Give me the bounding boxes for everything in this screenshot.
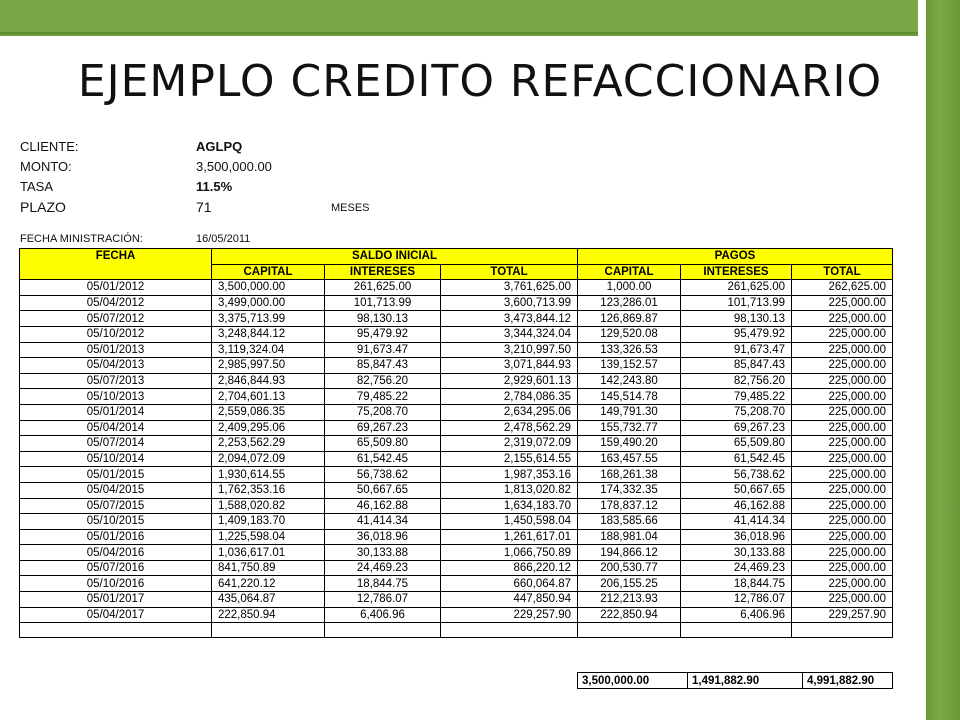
fecha-label: FECHA MINISTRACIÓN:: [20, 233, 143, 245]
row-pago-intereses: 261,625.00: [681, 280, 792, 296]
row-fecha: 05/01/2015: [20, 467, 212, 483]
row-saldo-total: 229,257.90: [441, 607, 578, 623]
row-saldo-total: 1,450,598.04: [441, 514, 578, 530]
row-pago-intereses: 50,667.65: [681, 482, 792, 498]
row-saldo-intereses: 69,267.23: [325, 420, 441, 436]
row-saldo-total: 3,600,713.99: [441, 295, 578, 311]
row-fecha: 05/04/2013: [20, 358, 212, 374]
table-row: [20, 482, 893, 498]
subheader-total: TOTAL: [441, 264, 578, 280]
row-pago-capital: 188,981.04: [578, 529, 681, 545]
row-saldo-total: 3,210,997.50: [441, 342, 578, 358]
row-pago-intereses: 95,479.92: [681, 326, 792, 342]
row-pago-total: 229,257.90: [792, 607, 893, 623]
row-saldo-capital: 2,094,072.09: [212, 451, 325, 467]
row-fecha: 05/07/2012: [20, 311, 212, 327]
row-saldo-capital: 2,846,844.93: [212, 373, 325, 389]
right-green-bar: [926, 0, 960, 720]
blank-cell: [441, 623, 578, 638]
row-fecha: 05/04/2016: [20, 545, 212, 561]
row-saldo-intereses: 98,130.13: [325, 311, 441, 327]
row-pago-total: 225,000.00: [792, 592, 893, 608]
row-pago-intereses: 6,406.96: [681, 607, 792, 623]
header-fecha: FECHA: [20, 249, 212, 280]
table-row: [20, 389, 893, 405]
row-saldo-capital: 1,588,020.82: [212, 498, 325, 514]
row-pago-capital: 163,457.55: [578, 451, 681, 467]
row-pago-total: 225,000.00: [792, 529, 893, 545]
table-row: [20, 295, 893, 311]
row-saldo-intereses: 18,844.75: [325, 576, 441, 592]
row-pago-intereses: 75,208.70: [681, 404, 792, 420]
row-saldo-intereses: 91,673.47: [325, 342, 441, 358]
subheader-intereses: INTERESES: [325, 264, 441, 280]
row-fecha: 05/10/2012: [20, 326, 212, 342]
row-pago-intereses: 46,162.88: [681, 498, 792, 514]
table-row: [20, 420, 893, 436]
row-fecha: 05/04/2015: [20, 482, 212, 498]
row-fecha: 05/01/2013: [20, 342, 212, 358]
row-fecha: 05/01/2012: [20, 280, 212, 296]
subheader-pago-total: TOTAL: [792, 264, 893, 280]
row-pago-capital: 212,213.93: [578, 592, 681, 608]
row-saldo-intereses: 6,406.96: [325, 607, 441, 623]
row-pago-total: 225,000.00: [792, 342, 893, 358]
row-fecha: 05/10/2015: [20, 514, 212, 530]
tasa-label: TASA: [20, 179, 53, 194]
row-pago-intereses: 82,756.20: [681, 373, 792, 389]
row-saldo-intereses: 65,509.80: [325, 436, 441, 452]
row-saldo-total: 3,344,324.04: [441, 326, 578, 342]
row-saldo-total: 3,473,844.12: [441, 311, 578, 327]
row-pago-capital: 139,152.57: [578, 358, 681, 374]
row-pago-capital: 149,791.30: [578, 404, 681, 420]
row-pago-total: 225,000.00: [792, 560, 893, 576]
row-pago-capital: 142,243.80: [578, 373, 681, 389]
row-saldo-total: 1,634,183.70: [441, 498, 578, 514]
row-saldo-total: 2,478,562.29: [441, 420, 578, 436]
blank-cell: [325, 623, 441, 638]
subheader-pago-intereses: INTERESES: [681, 264, 792, 280]
row-saldo-intereses: 56,738.62: [325, 467, 441, 483]
row-saldo-intereses: 261,625.00: [325, 280, 441, 296]
row-pago-total: 225,000.00: [792, 373, 893, 389]
table-row: [20, 514, 893, 530]
row-saldo-total: 447,850.94: [441, 592, 578, 608]
row-saldo-capital: 3,499,000.00: [212, 295, 325, 311]
row-pago-total: 225,000.00: [792, 358, 893, 374]
table-row: [20, 280, 893, 296]
row-pago-intereses: 12,786.07: [681, 592, 792, 608]
row-saldo-capital: 435,064.87: [212, 592, 325, 608]
table-row: [20, 451, 893, 467]
row-pago-intereses: 101,713.99: [681, 295, 792, 311]
monto-label: MONTO:: [20, 159, 72, 174]
amortization-table: [19, 248, 893, 638]
top-green-bar-inner: [0, 0, 918, 34]
right-frame-gap: [918, 0, 926, 720]
row-saldo-intereses: 41,414.34: [325, 514, 441, 530]
blank-cell: [681, 623, 792, 638]
row-pago-capital: 155,732.77: [578, 420, 681, 436]
row-pago-total: 262,625.00: [792, 280, 893, 296]
row-saldo-intereses: 95,479.92: [325, 326, 441, 342]
row-pago-total: 225,000.00: [792, 482, 893, 498]
row-fecha: 05/07/2016: [20, 560, 212, 576]
table-row: [20, 592, 893, 608]
row-pago-total: 225,000.00: [792, 498, 893, 514]
tasa-value: 11.5%: [196, 179, 233, 194]
row-saldo-capital: 1,409,183.70: [212, 514, 325, 530]
row-saldo-intereses: 30,133.88: [325, 545, 441, 561]
row-pago-intereses: 91,673.47: [681, 342, 792, 358]
row-fecha: 05/04/2014: [20, 420, 212, 436]
table-body: [20, 280, 893, 638]
row-pago-total: 225,000.00: [792, 545, 893, 561]
row-pago-capital: 126,869.87: [578, 311, 681, 327]
row-pago-total: 225,000.00: [792, 326, 893, 342]
row-saldo-intereses: 50,667.65: [325, 482, 441, 498]
row-pago-capital: 129,520.08: [578, 326, 681, 342]
page-title: EJEMPLO CREDITO REFACCIONARIO: [77, 56, 883, 107]
row-saldo-capital: 3,375,713.99: [212, 311, 325, 327]
row-pago-total: 225,000.00: [792, 514, 893, 530]
row-pago-total: 225,000.00: [792, 451, 893, 467]
row-saldo-capital: 1,036,617.01: [212, 545, 325, 561]
blank-cell: [578, 623, 681, 638]
row-saldo-total: 2,319,072.09: [441, 436, 578, 452]
table-row: [20, 560, 893, 576]
table-row: [20, 467, 893, 483]
row-pago-capital: 178,837.12: [578, 498, 681, 514]
row-saldo-total: 1,987,353.16: [441, 467, 578, 483]
row-fecha: 05/04/2017: [20, 607, 212, 623]
row-saldo-capital: 2,985,997.50: [212, 358, 325, 374]
row-saldo-total: 1,813,020.82: [441, 482, 578, 498]
row-saldo-total: 2,929,601.13: [441, 373, 578, 389]
header-row-1: [20, 249, 893, 265]
row-saldo-capital: 641,220.12: [212, 576, 325, 592]
row-pago-intereses: 79,485.22: [681, 389, 792, 405]
row-saldo-capital: 222,850.94: [212, 607, 325, 623]
header-saldo-inicial: SALDO INICIAL: [212, 249, 578, 265]
row-fecha: 05/07/2015: [20, 498, 212, 514]
row-saldo-capital: 1,225,598.04: [212, 529, 325, 545]
row-pago-intereses: 65,509.80: [681, 436, 792, 452]
row-saldo-total: 1,261,617.01: [441, 529, 578, 545]
table-row: [20, 311, 893, 327]
table-row: [20, 404, 893, 420]
row-saldo-capital: 2,409,295.06: [212, 420, 325, 436]
row-saldo-capital: 2,704,601.13: [212, 389, 325, 405]
row-fecha: 05/10/2016: [20, 576, 212, 592]
table-row: [20, 326, 893, 342]
subheader-capital: CAPITAL: [212, 264, 325, 280]
blank-cell: [212, 623, 325, 638]
row-pago-intereses: 24,469.23: [681, 560, 792, 576]
row-saldo-capital: 3,248,844.12: [212, 326, 325, 342]
row-fecha: 05/01/2014: [20, 404, 212, 420]
row-saldo-intereses: 82,756.20: [325, 373, 441, 389]
row-saldo-capital: 1,762,353.16: [212, 482, 325, 498]
row-saldo-intereses: 85,847.43: [325, 358, 441, 374]
row-pago-total: 225,000.00: [792, 436, 893, 452]
row-pago-total: 225,000.00: [792, 404, 893, 420]
row-pago-total: 225,000.00: [792, 295, 893, 311]
row-saldo-total: 866,220.12: [441, 560, 578, 576]
row-pago-capital: 222,850.94: [578, 607, 681, 623]
row-saldo-total: 2,784,086.35: [441, 389, 578, 405]
row-fecha: 05/07/2014: [20, 436, 212, 452]
row-saldo-intereses: 101,713.99: [325, 295, 441, 311]
row-saldo-intereses: 75,208.70: [325, 404, 441, 420]
blank-row: [20, 623, 893, 638]
table-row: [20, 607, 893, 623]
row-saldo-capital: 2,559,086.35: [212, 404, 325, 420]
plazo-label: PLAZO: [20, 199, 66, 215]
subheader-pago-capital: CAPITAL: [578, 264, 681, 280]
row-pago-intereses: 30,133.88: [681, 545, 792, 561]
table-row: [20, 358, 893, 374]
row-pago-capital: 159,490.20: [578, 436, 681, 452]
row-pago-total: 225,000.00: [792, 467, 893, 483]
blank-cell: [20, 623, 212, 638]
table-row: [20, 373, 893, 389]
plazo-unit: MESES: [331, 202, 370, 214]
row-pago-intereses: 98,130.13: [681, 311, 792, 327]
row-pago-capital: 174,332.35: [578, 482, 681, 498]
row-pago-intereses: 61,542.45: [681, 451, 792, 467]
row-pago-intereses: 85,847.43: [681, 358, 792, 374]
row-saldo-intereses: 79,485.22: [325, 389, 441, 405]
total-capital: 3,500,000.00: [578, 673, 688, 689]
row-pago-capital: 194,866.12: [578, 545, 681, 561]
total-intereses: 1,491,882.90: [688, 673, 803, 689]
row-saldo-total: 660,064.87: [441, 576, 578, 592]
row-pago-capital: 1,000.00: [578, 280, 681, 296]
header-pagos: PAGOS: [578, 249, 893, 265]
row-saldo-intereses: 12,786.07: [325, 592, 441, 608]
row-saldo-intereses: 61,542.45: [325, 451, 441, 467]
row-saldo-capital: 3,119,324.04: [212, 342, 325, 358]
row-fecha: 05/10/2014: [20, 451, 212, 467]
row-pago-intereses: 69,267.23: [681, 420, 792, 436]
plazo-value: 71: [196, 199, 212, 215]
row-pago-capital: 183,585.66: [578, 514, 681, 530]
row-saldo-total: 2,634,295.06: [441, 404, 578, 420]
row-saldo-total: 2,155,614.55: [441, 451, 578, 467]
row-fecha: 05/01/2016: [20, 529, 212, 545]
row-saldo-intereses: 24,469.23: [325, 560, 441, 576]
row-saldo-capital: 2,253,562.29: [212, 436, 325, 452]
row-pago-intereses: 41,414.34: [681, 514, 792, 530]
row-pago-intereses: 36,018.96: [681, 529, 792, 545]
monto-value: 3,500,000.00: [196, 159, 272, 174]
row-pago-intereses: 56,738.62: [681, 467, 792, 483]
row-saldo-total: 3,761,625.00: [441, 280, 578, 296]
row-pago-capital: 123,286.01: [578, 295, 681, 311]
cliente-label: CLIENTE:: [20, 139, 79, 154]
row-saldo-intereses: 36,018.96: [325, 529, 441, 545]
blank-cell: [792, 623, 893, 638]
table-row: [20, 436, 893, 452]
row-pago-total: 225,000.00: [792, 389, 893, 405]
row-fecha: 05/04/2012: [20, 295, 212, 311]
row-pago-intereses: 18,844.75: [681, 576, 792, 592]
row-pago-capital: 133,326.53: [578, 342, 681, 358]
table-row: [20, 342, 893, 358]
row-pago-capital: 145,514.78: [578, 389, 681, 405]
row-pago-capital: 200,530.77: [578, 560, 681, 576]
row-saldo-intereses: 46,162.88: [325, 498, 441, 514]
table-row: [20, 576, 893, 592]
cliente-value: AGLPQ: [196, 139, 243, 154]
row-pago-capital: 168,261.38: [578, 467, 681, 483]
row-saldo-capital: 841,750.89: [212, 560, 325, 576]
row-fecha: 05/07/2013: [20, 373, 212, 389]
row-saldo-capital: 1,930,614.55: [212, 467, 325, 483]
row-fecha: 05/01/2017: [20, 592, 212, 608]
row-pago-capital: 206,155.25: [578, 576, 681, 592]
row-saldo-total: 3,071,844.93: [441, 358, 578, 374]
row-fecha: 05/10/2013: [20, 389, 212, 405]
row-pago-total: 225,000.00: [792, 576, 893, 592]
row-pago-total: 225,000.00: [792, 311, 893, 327]
table-row: [20, 545, 893, 561]
table-row: [20, 498, 893, 514]
row-saldo-total: 1,066,750.89: [441, 545, 578, 561]
totals-row: [577, 672, 893, 689]
row-saldo-capital: 3,500,000.00: [212, 280, 325, 296]
fecha-value: 16/05/2011: [196, 233, 251, 245]
row-pago-total: 225,000.00: [792, 420, 893, 436]
total-general: 4,991,882.90: [803, 673, 893, 689]
table-row: [20, 529, 893, 545]
